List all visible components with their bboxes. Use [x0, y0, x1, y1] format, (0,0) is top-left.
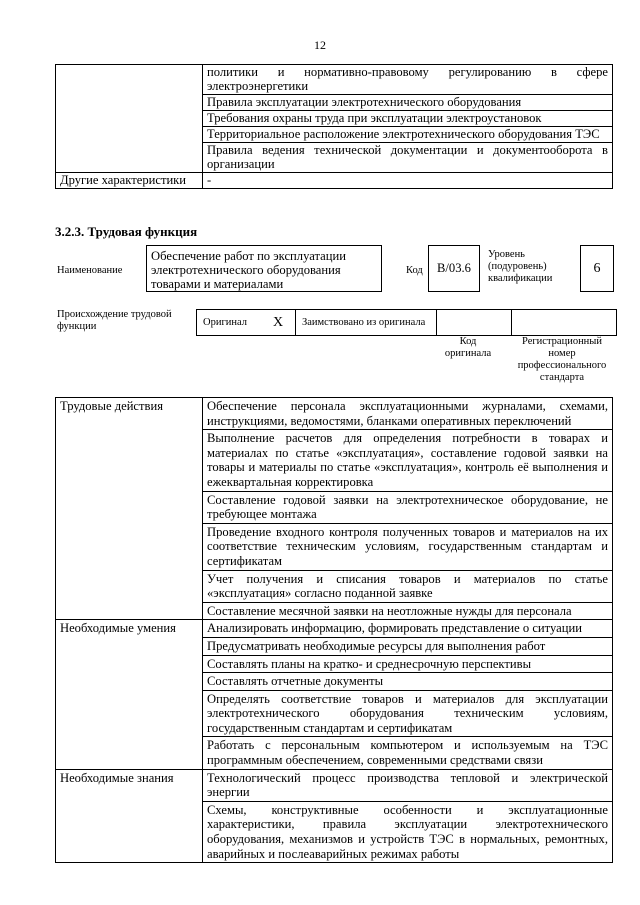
qualification-level-label: Уровень (подуровень) квалификации	[488, 249, 553, 284]
category-continuation	[56, 690, 203, 737]
row-label	[56, 127, 203, 143]
row-label	[56, 143, 203, 173]
category-continuation	[56, 801, 203, 862]
table-row	[56, 637, 613, 655]
function-name-box	[146, 245, 382, 292]
row-label: Другие характеристики	[56, 173, 203, 189]
function-code-box	[428, 245, 480, 292]
page-number: 12	[314, 38, 326, 52]
table-row	[56, 491, 613, 523]
table-row	[56, 65, 613, 95]
table-row	[56, 95, 613, 111]
name-label: Наименование	[57, 265, 123, 276]
origin-original-label: Оригинал	[197, 310, 262, 336]
item-text: Выполнение расчетов для определения потребности в товарах и материалах по статье «эксплуатация», составление годовой заявки на товары и материалы по статье «эксплуатация», контроль её выполнения и ежеквартальная корректировка	[203, 430, 613, 491]
row-label	[56, 95, 203, 111]
table-row	[56, 398, 613, 430]
row-label	[56, 111, 203, 127]
item-text: Технологический процесс производства тепловой и электрической энергии	[203, 769, 613, 801]
row-text: Территориальное расположение электротехнического оборудования ТЭС	[203, 127, 613, 143]
category-label: Необходимые умения	[56, 620, 203, 638]
item-text: Схемы, конструктивные особенности и эксплуатационные характеристики, правила эксплуатации электротехнического оборудования, механизмов и устройств ТЭС в нормальных, ремонтных, аварийных и послеаварийных режимах работы	[203, 801, 613, 862]
table-row	[56, 173, 613, 189]
item-text: Анализировать информацию, формировать представление о ситуации	[203, 620, 613, 638]
table-row	[56, 769, 613, 801]
item-text: Обеспечение персонала эксплуатационными журналами, схемами, инструкциями, ведомостями, бланками оперативных переключений	[203, 398, 613, 430]
table-row	[56, 620, 613, 638]
main-table	[55, 397, 613, 863]
table-row	[56, 430, 613, 491]
table-row	[56, 127, 613, 143]
origin-table	[196, 309, 617, 336]
item-text: Работать с персональным компьютером и используемым на ТЭС программным обеспечением, современными средствами связи	[203, 737, 613, 769]
row-text: -	[203, 173, 613, 189]
category-continuation	[56, 673, 203, 691]
category-continuation	[56, 655, 203, 673]
category-continuation	[56, 570, 203, 602]
table-row	[56, 111, 613, 127]
table-row	[56, 570, 613, 602]
item-text: Составлять отчетные документы	[203, 673, 613, 691]
category-continuation	[56, 430, 203, 491]
category-continuation	[56, 491, 203, 523]
category-continuation	[56, 523, 203, 570]
origin-mark: X	[261, 310, 296, 336]
function-code: B/03.6	[437, 261, 471, 275]
table-row	[56, 655, 613, 673]
table-row	[56, 143, 613, 173]
category-label: Необходимые знания	[56, 769, 203, 801]
item-text: Предусматривать необходимые ресурсы для выполнения работ	[203, 637, 613, 655]
category-continuation	[56, 637, 203, 655]
table-row	[56, 690, 613, 737]
row-text: Требования охраны труда при эксплуатации электроустановок	[203, 111, 613, 127]
item-text: Проведение входного контроля полученных товаров и материалов на их соответствие техническим условиям, государственным стандартам и сертификатам	[203, 523, 613, 570]
category-continuation	[56, 602, 203, 620]
code-original-caption: Код оригинала	[444, 336, 492, 359]
table-row	[56, 523, 613, 570]
row-label	[56, 65, 203, 95]
qualification-level: 6	[593, 260, 601, 276]
section-title: 3.2.3. Трудовая функция	[55, 224, 198, 239]
item-text: Составление годовой заявки на электротехническое оборудование, не требующее монтажа	[203, 491, 613, 523]
origin-label: Происхождение трудовой функции	[57, 309, 172, 332]
row-text: политики и нормативно-правовому регулированию в сфере электроэнергетики	[203, 65, 613, 95]
item-text: Учет получения и списания товаров и материалов по статье «эксплуатация» согласно поданной заявке	[203, 570, 613, 602]
table-row	[56, 737, 613, 769]
category-label: Трудовые действия	[56, 398, 203, 430]
item-text: Составлять планы на кратко- и среднесрочную перспективы	[203, 655, 613, 673]
table-row	[56, 801, 613, 862]
origin-code-cell	[437, 310, 512, 336]
table-row	[56, 602, 613, 620]
item-text: Составление месячной заявки на неотложные нужды для персонала	[203, 602, 613, 620]
function-name: Обеспечение работ по эксплуатации электротехнического оборудования товарами и материалами	[151, 249, 346, 291]
category-continuation	[56, 737, 203, 769]
origin-borrowed-label: Заимствовано из оригинала	[296, 310, 437, 336]
qualification-level-box	[580, 245, 614, 292]
continuation-table	[55, 64, 613, 189]
row-text: Правила эксплуатации электротехнического оборудования	[203, 95, 613, 111]
registration-number-caption: Регистрационный номер профессионального стандарта	[517, 336, 607, 383]
origin-reg-cell	[512, 310, 617, 336]
table-row	[56, 673, 613, 691]
code-label: Код	[406, 265, 423, 276]
item-text: Определять соответствие товаров и материалов для эксплуатации электротехнического оборудования техническим условиям, государственным стандартам и сертификатам	[203, 690, 613, 737]
row-text: Правила ведения технической документации и документооборота в организации	[203, 143, 613, 173]
